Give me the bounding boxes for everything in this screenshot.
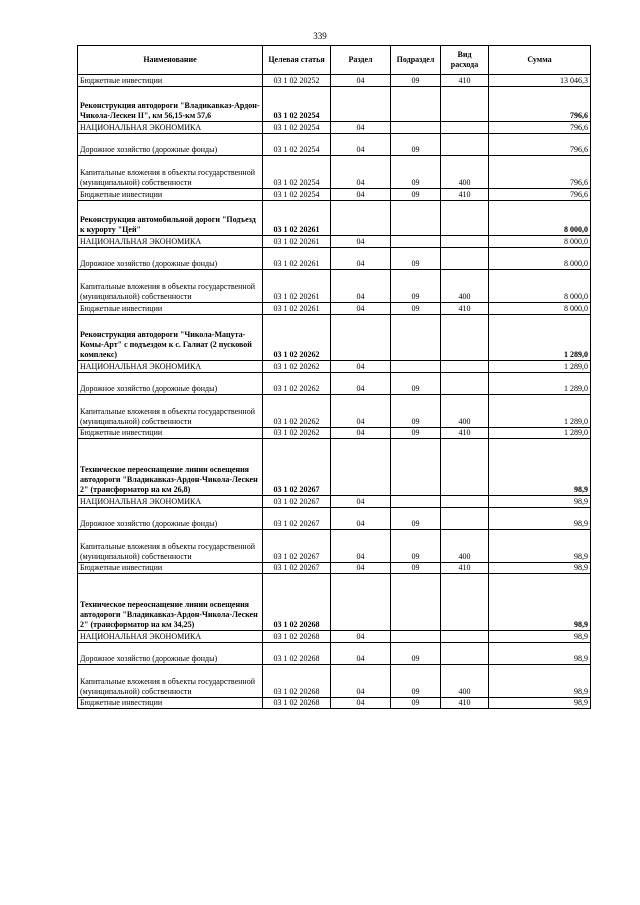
cell-code: 03 1 02 20267 bbox=[263, 507, 331, 529]
cell-code: 03 1 02 20262 bbox=[263, 394, 331, 427]
cell-subsection: 09 bbox=[391, 302, 441, 314]
cell-sum: 796,6 bbox=[489, 86, 591, 122]
header-expense-type: Вид расхода bbox=[441, 46, 489, 75]
cell-section: 04 bbox=[331, 122, 391, 134]
cell-section bbox=[331, 200, 391, 236]
table-body bbox=[78, 75, 591, 709]
header-row bbox=[78, 46, 591, 75]
table-row bbox=[78, 122, 591, 134]
table-row bbox=[78, 236, 591, 248]
table-row bbox=[78, 270, 591, 303]
cell-expense-type bbox=[441, 360, 489, 372]
cell-name: НАЦИОНАЛЬНАЯ ЭКОНОМИКА bbox=[78, 236, 263, 248]
cell-section bbox=[331, 314, 391, 360]
cell-section: 04 bbox=[331, 529, 391, 562]
page-number: 339 bbox=[313, 31, 327, 41]
cell-section: 04 bbox=[331, 507, 391, 529]
cell-subsection bbox=[391, 631, 441, 643]
cell-name: Капитальные вложения в объекты государственной (муниципальной) собственности bbox=[78, 270, 263, 303]
cell-expense-type: 400 bbox=[441, 270, 489, 303]
cell-section: 04 bbox=[331, 360, 391, 372]
cell-section: 04 bbox=[331, 247, 391, 269]
cell-subsection bbox=[391, 200, 441, 236]
cell-subsection: 09 bbox=[391, 394, 441, 427]
cell-expense-type bbox=[441, 200, 489, 236]
cell-code: 03 1 02 20268 bbox=[263, 697, 331, 709]
cell-sum: 98,9 bbox=[489, 574, 591, 631]
cell-code: 03 1 02 20261 bbox=[263, 270, 331, 303]
cell-section: 04 bbox=[331, 496, 391, 508]
table-row bbox=[78, 302, 591, 314]
cell-sum: 98,9 bbox=[489, 439, 591, 496]
cell-code: 03 1 02 20262 bbox=[263, 372, 331, 394]
table-row-heading bbox=[78, 439, 591, 496]
cell-expense-type bbox=[441, 574, 489, 631]
cell-subsection: 09 bbox=[391, 247, 441, 269]
cell-expense-type: 410 bbox=[441, 697, 489, 709]
cell-subsection: 09 bbox=[391, 133, 441, 155]
cell-sum: 796,6 bbox=[489, 133, 591, 155]
table-row-heading bbox=[78, 574, 591, 631]
cell-name: Капитальные вложения в объекты государственной (муниципальной) собственности bbox=[78, 665, 263, 698]
cell-section: 04 bbox=[331, 642, 391, 664]
cell-subsection: 09 bbox=[391, 270, 441, 303]
cell-subsection: 09 bbox=[391, 529, 441, 562]
cell-sum: 8 000,0 bbox=[489, 270, 591, 303]
cell-code: 03 1 02 20254 bbox=[263, 86, 331, 122]
cell-code: 03 1 02 20262 bbox=[263, 427, 331, 439]
cell-code: 03 1 02 20261 bbox=[263, 200, 331, 236]
cell-code: 03 1 02 20268 bbox=[263, 574, 331, 631]
cell-subsection: 09 bbox=[391, 642, 441, 664]
table-row bbox=[78, 529, 591, 562]
cell-expense-type: 400 bbox=[441, 529, 489, 562]
header-code: Целевая статья bbox=[263, 46, 331, 75]
cell-subsection bbox=[391, 122, 441, 134]
cell-expense-type: 410 bbox=[441, 427, 489, 439]
cell-section: 04 bbox=[331, 394, 391, 427]
cell-sum: 98,9 bbox=[489, 631, 591, 643]
cell-code: 03 1 02 20267 bbox=[263, 529, 331, 562]
cell-code: 03 1 02 20254 bbox=[263, 156, 331, 189]
header-sum: Сумма bbox=[489, 46, 591, 75]
cell-expense-type bbox=[441, 133, 489, 155]
cell-sum: 1 289,0 bbox=[489, 314, 591, 360]
cell-section: 04 bbox=[331, 697, 391, 709]
cell-name: Бюджетные инвестиции bbox=[78, 302, 263, 314]
cell-section: 04 bbox=[331, 75, 391, 87]
cell-expense-type bbox=[441, 507, 489, 529]
cell-expense-type bbox=[441, 642, 489, 664]
cell-sum: 98,9 bbox=[489, 529, 591, 562]
cell-expense-type bbox=[441, 631, 489, 643]
cell-expense-type: 400 bbox=[441, 665, 489, 698]
cell-subsection: 09 bbox=[391, 697, 441, 709]
table-row-heading bbox=[78, 200, 591, 236]
cell-expense-type: 400 bbox=[441, 394, 489, 427]
table-row bbox=[78, 247, 591, 269]
table-row bbox=[78, 697, 591, 709]
cell-subsection: 09 bbox=[391, 665, 441, 698]
cell-subsection bbox=[391, 496, 441, 508]
cell-expense-type bbox=[441, 372, 489, 394]
cell-section bbox=[331, 574, 391, 631]
cell-expense-type bbox=[441, 439, 489, 496]
cell-sum: 1 289,0 bbox=[489, 372, 591, 394]
cell-expense-type bbox=[441, 236, 489, 248]
cell-subsection bbox=[391, 236, 441, 248]
cell-section: 04 bbox=[331, 236, 391, 248]
table-row-heading bbox=[78, 314, 591, 360]
header-subsection: Подраздел bbox=[391, 46, 441, 75]
cell-section: 04 bbox=[331, 427, 391, 439]
cell-expense-type bbox=[441, 496, 489, 508]
cell-expense-type: 410 bbox=[441, 188, 489, 200]
table-row bbox=[78, 156, 591, 189]
cell-code: 03 1 02 20261 bbox=[263, 236, 331, 248]
cell-section: 04 bbox=[331, 665, 391, 698]
cell-sum: 98,9 bbox=[489, 507, 591, 529]
cell-name: Капитальные вложения в объекты государственной (муниципальной) собственности bbox=[78, 156, 263, 189]
table-row bbox=[78, 133, 591, 155]
cell-code: 03 1 02 20268 bbox=[263, 665, 331, 698]
cell-subsection bbox=[391, 439, 441, 496]
cell-subsection: 09 bbox=[391, 188, 441, 200]
cell-expense-type bbox=[441, 122, 489, 134]
table-row bbox=[78, 75, 591, 87]
cell-name: Реконструкция автодороги "Чикола-Мацута-Комы-Арт" с подъездом к с. Галиат (2 пусковой комплекс) bbox=[78, 314, 263, 360]
cell-section: 04 bbox=[331, 631, 391, 643]
cell-code: 03 1 02 20261 bbox=[263, 302, 331, 314]
cell-section: 04 bbox=[331, 270, 391, 303]
cell-code: 03 1 02 20252 bbox=[263, 75, 331, 87]
cell-subsection bbox=[391, 86, 441, 122]
table-row bbox=[78, 631, 591, 643]
cell-section bbox=[331, 439, 391, 496]
table-row-heading bbox=[78, 86, 591, 122]
table-row bbox=[78, 360, 591, 372]
cell-code: 03 1 02 20254 bbox=[263, 188, 331, 200]
cell-sum: 1 289,0 bbox=[489, 360, 591, 372]
cell-subsection: 09 bbox=[391, 156, 441, 189]
table-row bbox=[78, 642, 591, 664]
cell-sum: 796,6 bbox=[489, 122, 591, 134]
cell-name: Бюджетные инвестиции bbox=[78, 75, 263, 87]
cell-code: 03 1 02 20262 bbox=[263, 360, 331, 372]
cell-subsection: 09 bbox=[391, 507, 441, 529]
cell-code: 03 1 02 20267 bbox=[263, 496, 331, 508]
cell-name: Бюджетные инвестиции bbox=[78, 562, 263, 574]
cell-expense-type bbox=[441, 314, 489, 360]
cell-code: 03 1 02 20267 bbox=[263, 562, 331, 574]
header-section: Раздел bbox=[331, 46, 391, 75]
cell-name: НАЦИОНАЛЬНАЯ ЭКОНОМИКА bbox=[78, 360, 263, 372]
cell-sum: 8 000,0 bbox=[489, 200, 591, 236]
table-row bbox=[78, 665, 591, 698]
table-row bbox=[78, 562, 591, 574]
cell-sum: 796,6 bbox=[489, 188, 591, 200]
cell-code: 03 1 02 20267 bbox=[263, 439, 331, 496]
cell-name: Дорожное хозяйство (дорожные фонды) bbox=[78, 133, 263, 155]
cell-name: Дорожное хозяйство (дорожные фонды) bbox=[78, 642, 263, 664]
table-row bbox=[78, 427, 591, 439]
cell-name: Капитальные вложения в объекты государственной (муниципальной) собственности bbox=[78, 529, 263, 562]
cell-sum: 1 289,0 bbox=[489, 427, 591, 439]
cell-subsection: 09 bbox=[391, 427, 441, 439]
cell-section: 04 bbox=[331, 156, 391, 189]
cell-sum: 1 289,0 bbox=[489, 394, 591, 427]
table-row bbox=[78, 372, 591, 394]
cell-expense-type bbox=[441, 86, 489, 122]
cell-subsection bbox=[391, 360, 441, 372]
cell-name: Дорожное хозяйство (дорожные фонды) bbox=[78, 507, 263, 529]
cell-sum: 98,9 bbox=[489, 562, 591, 574]
cell-name: НАЦИОНАЛЬНАЯ ЭКОНОМИКА bbox=[78, 496, 263, 508]
cell-subsection: 09 bbox=[391, 562, 441, 574]
cell-name: Капитальные вложения в объекты государственной (муниципальной) собственности bbox=[78, 394, 263, 427]
cell-expense-type: 400 bbox=[441, 156, 489, 189]
cell-name: Бюджетные инвестиции bbox=[78, 188, 263, 200]
cell-section: 04 bbox=[331, 372, 391, 394]
cell-section bbox=[331, 86, 391, 122]
cell-name: Техническое переоснащение линии освещения автодороги "Владикавказ-Ардон-Чикола-Лескен 2" (трансформатор на км 34,25) bbox=[78, 574, 263, 631]
cell-subsection: 09 bbox=[391, 75, 441, 87]
cell-name: Реконструкция автодороги "Владикавказ-Ардон-Чикола-Лескен II", км 56,15-км 57,6 bbox=[78, 86, 263, 122]
cell-subsection: 09 bbox=[391, 372, 441, 394]
cell-name: Дорожное хозяйство (дорожные фонды) bbox=[78, 247, 263, 269]
cell-section: 04 bbox=[331, 302, 391, 314]
cell-expense-type: 410 bbox=[441, 75, 489, 87]
cell-name: Дорожное хозяйство (дорожные фонды) bbox=[78, 372, 263, 394]
budget-table bbox=[77, 45, 591, 709]
cell-code: 03 1 02 20254 bbox=[263, 133, 331, 155]
cell-section: 04 bbox=[331, 562, 391, 574]
cell-name: НАЦИОНАЛЬНАЯ ЭКОНОМИКА bbox=[78, 631, 263, 643]
cell-expense-type: 410 bbox=[441, 302, 489, 314]
table-header bbox=[78, 46, 591, 75]
cell-name: Техническое переоснащение линии освещения автодороги "Владикавказ-Ардон-Чикола-Лескен 2" (трансформатор на км 26,8) bbox=[78, 439, 263, 496]
cell-sum: 98,9 bbox=[489, 496, 591, 508]
cell-sum: 8 000,0 bbox=[489, 302, 591, 314]
cell-sum: 98,9 bbox=[489, 697, 591, 709]
cell-code: 03 1 02 20261 bbox=[263, 247, 331, 269]
cell-sum: 8 000,0 bbox=[489, 236, 591, 248]
cell-section: 04 bbox=[331, 133, 391, 155]
cell-code: 03 1 02 20268 bbox=[263, 642, 331, 664]
cell-name: Реконструкция автомобильной дороги "Подъезд к курорту "Цей" bbox=[78, 200, 263, 236]
table-row bbox=[78, 188, 591, 200]
cell-expense-type: 410 bbox=[441, 562, 489, 574]
table-row bbox=[78, 496, 591, 508]
cell-sum: 98,9 bbox=[489, 665, 591, 698]
cell-code: 03 1 02 20262 bbox=[263, 314, 331, 360]
cell-code: 03 1 02 20268 bbox=[263, 631, 331, 643]
cell-subsection bbox=[391, 574, 441, 631]
cell-name: НАЦИОНАЛЬНАЯ ЭКОНОМИКА bbox=[78, 122, 263, 134]
cell-sum: 98,9 bbox=[489, 642, 591, 664]
cell-section: 04 bbox=[331, 188, 391, 200]
cell-sum: 8 000,0 bbox=[489, 247, 591, 269]
cell-name: Бюджетные инвестиции bbox=[78, 427, 263, 439]
table-row bbox=[78, 394, 591, 427]
header-name: Наименование bbox=[78, 46, 263, 75]
cell-expense-type bbox=[441, 247, 489, 269]
cell-sum: 796,6 bbox=[489, 156, 591, 189]
cell-subsection bbox=[391, 314, 441, 360]
table-row bbox=[78, 507, 591, 529]
cell-name: Бюджетные инвестиции bbox=[78, 697, 263, 709]
cell-sum: 13 046,3 bbox=[489, 75, 591, 87]
cell-code: 03 1 02 20254 bbox=[263, 122, 331, 134]
